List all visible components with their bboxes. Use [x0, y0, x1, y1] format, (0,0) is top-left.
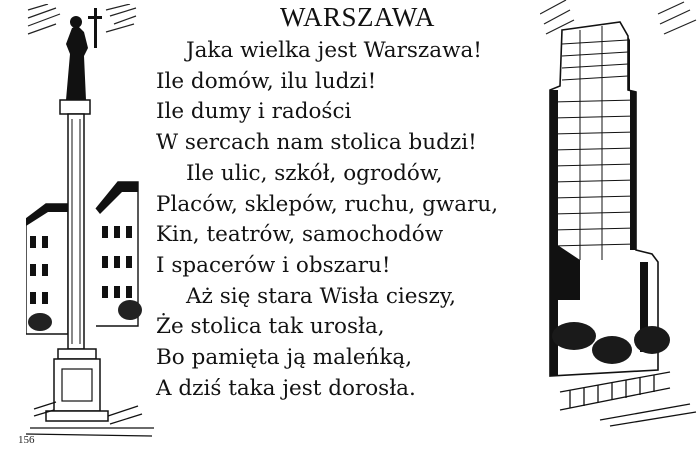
poem-line: A dziś taka jest dorosła.	[156, 375, 416, 401]
poem-line: Ile dumy i radości	[156, 99, 352, 125]
sigismund-column-illustration	[26, 4, 156, 440]
poem-line: Że stolica tak urosła,	[156, 314, 385, 340]
poem-line: Kin, teatrów, samochodów	[156, 222, 444, 248]
poem-line: I spacerów i obszaru!	[156, 252, 391, 278]
high-rise-tower-illustration	[540, 0, 700, 430]
poem-line: Jaka wielka jest Warszawa!	[186, 38, 482, 63]
poem-line: W sercach nam stolica budzi!	[156, 130, 477, 156]
poem-line: Bo pamięta ją maleńką,	[156, 345, 413, 371]
poem-text	[156, 36, 556, 404]
poem-line: Placów, sklepów, ruchu, gwaru,	[156, 191, 499, 217]
poem-title: WARSZAWA	[280, 2, 435, 32]
poem-line: Aż się stara Wisła cieszy,	[186, 283, 456, 309]
page-number: 156	[18, 434, 35, 446]
poem-line: Ile ulic, szkół, ogrodów,	[186, 160, 443, 186]
poem-line: Ile domów, ilu ludzi!	[156, 68, 377, 94]
